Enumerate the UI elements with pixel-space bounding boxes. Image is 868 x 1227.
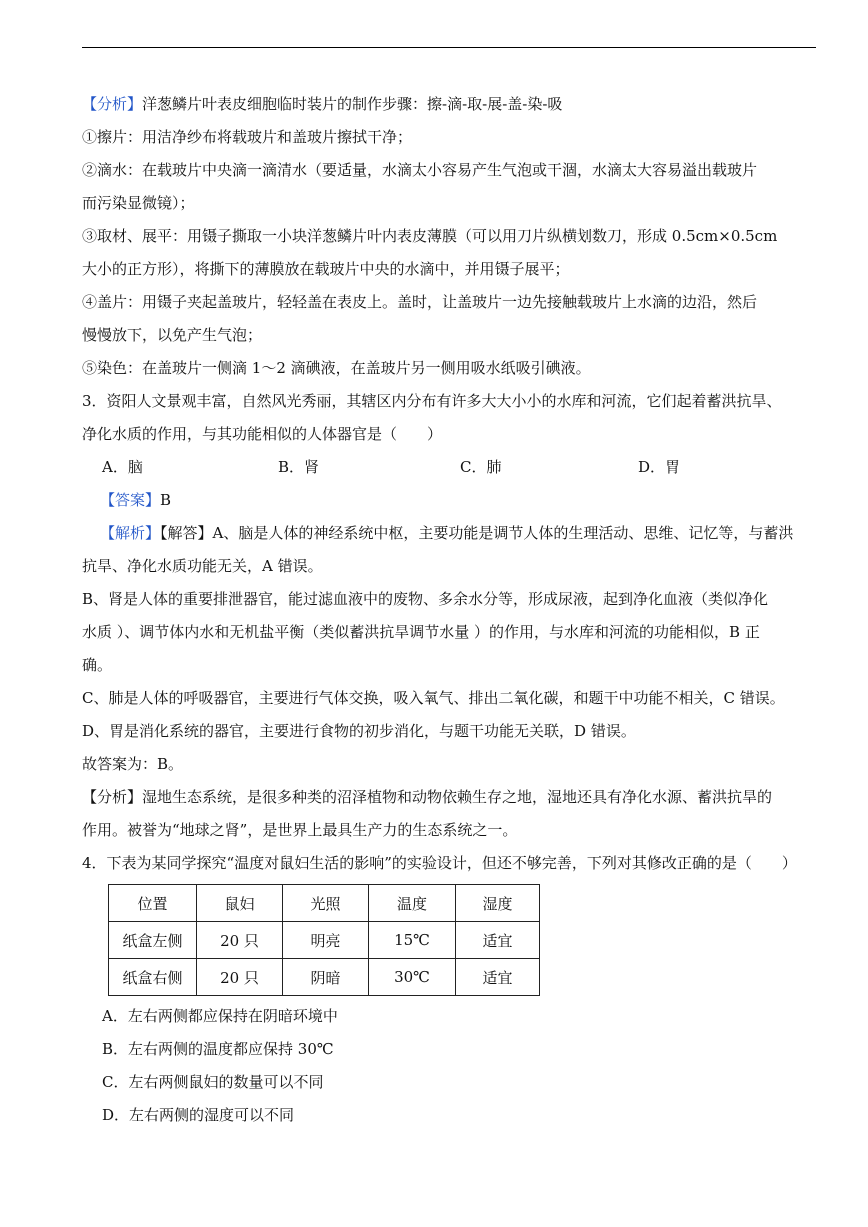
- step-line: 大小的正方形），将撕下的薄膜放在载玻片中央的水滴中，并用镊子展平；: [82, 260, 570, 278]
- question-3-stem-line: 净化水质的作用，与其功能相似的人体器官是（ ）: [82, 425, 443, 443]
- explanation-line: 水质 ）、调节体内水和无机盐平衡（类似蓄洪抗旱调节水量 ）的作用，与水库和河流的功能相似，B 正: [82, 623, 760, 641]
- table-cell: 20 只: [197, 959, 283, 996]
- step-line: ②滴水：在载玻片中央滴一滴清水（要适量，水滴太小容易产生气泡或干涸，水滴太大容易溢出载玻片: [82, 161, 758, 179]
- step-line: ④盖片：用镊子夹起盖玻片，轻轻盖在表皮上。盖时，让盖玻片一边先接触载玻片上水滴的边沿，然后: [82, 293, 758, 311]
- header-rule: [82, 47, 816, 48]
- table-header-cell: 鼠妇: [197, 885, 283, 922]
- step-line: 而污染显微镜）；: [82, 194, 195, 212]
- table-cell: 阴暗: [283, 959, 369, 996]
- experiment-table: [108, 884, 540, 996]
- step-line: ①擦片：用洁净纱布将载玻片和盖玻片擦拭干净；: [82, 128, 413, 146]
- explanation-text: A、脑是人体的神经系统中枢，主要功能是调节人体的生理活动、思维、记忆等，与蓄洪: [212, 524, 794, 542]
- question-4-option-c: C．左右两侧鼠妇的数量可以不同: [102, 1073, 324, 1091]
- final-answer-line: 故答案为：B。: [82, 755, 184, 773]
- question-3-options: [82, 451, 818, 484]
- question-3-stem-line: 3．资阳人文景观丰富，自然风光秀丽，其辖区内分布有许多大大小小的水库和河流，它们起着蓄洪抗旱、: [82, 392, 782, 410]
- table-cell: 纸盒左侧: [109, 922, 197, 959]
- question-3-analysis-line: [82, 781, 818, 814]
- table-row: [109, 959, 540, 996]
- question-4-option-b: B．左右两侧的温度都应保持 30℃: [102, 1040, 334, 1058]
- explanation-line: [82, 517, 818, 550]
- explanation-line: C、肺是人体的呼吸器官，主要进行气体交换，吸入氧气、排出二氧化碳，和题干中功能不相关，C 错误。: [82, 689, 785, 707]
- analysis-text: 洋葱鳞片叶表皮细胞临时装片的制作步骤：擦-滴-取-展-盖-染-吸: [142, 95, 563, 113]
- analysis-label: 【分析】: [82, 95, 143, 113]
- option-d: D．胃: [638, 458, 681, 476]
- document-body: [82, 88, 818, 1132]
- answer-line: [82, 484, 818, 517]
- question-4-option-d: D．左右两侧的湿度可以不同: [102, 1106, 295, 1124]
- option-b: B．肾: [278, 458, 320, 476]
- table-header-cell: 温度: [369, 885, 456, 922]
- explanation-line: D、胃是消化系统的器官，主要进行食物的初步消化，与题干功能无关联，D 错误。: [82, 722, 636, 740]
- table-cell: 15℃: [369, 922, 456, 959]
- question-3-analysis-line: 作用。被誉为“地球之肾”，是世界上最具生产力的生态系统之一。: [82, 821, 518, 839]
- analysis-label: 【分析】: [82, 788, 143, 806]
- table-header-cell: 位置: [109, 885, 197, 922]
- step-line: ⑤染色：在盖玻片一侧滴 1～2 滴碘液，在盖玻片另一侧用吸水纸吸引碘液。: [82, 359, 591, 377]
- table-header-cell: 光照: [283, 885, 369, 922]
- table-header-row: [109, 885, 540, 922]
- analysis-text: 湿地生态系统，是很多种类的沼泽植物和动物依赖生存之地，湿地还具有净化水源、蓄洪抗旱的: [142, 788, 773, 806]
- analysis-heading-line: [82, 88, 818, 121]
- table-header-cell: 湿度: [456, 885, 540, 922]
- explanation-line: B、肾是人体的重要排泄器官，能过滤血液中的废物、多余水分等，形成尿液，起到净化血液（类似净化: [82, 590, 769, 608]
- table-cell: 明亮: [283, 922, 369, 959]
- table-cell: 适宜: [456, 959, 540, 996]
- question-4-option-a: A．左右两侧都应保持在阴暗环境中: [102, 1007, 338, 1025]
- table-cell: 纸盒右侧: [109, 959, 197, 996]
- answer-value: B: [160, 491, 172, 509]
- table-row: [109, 922, 540, 959]
- table-cell: 30℃: [369, 959, 456, 996]
- solution-label: 【解答】: [160, 524, 213, 542]
- step-line: 慢慢放下，以免产生气泡；: [82, 326, 263, 344]
- explanation-label: 【解析】: [100, 524, 161, 542]
- step-line: ③取材、展平：用镊子撕取一小块洋葱鳞片叶内表皮薄膜（可以用刀片纵横划数刀，形成 0.5cm×0.5cm: [82, 227, 778, 245]
- answer-label: 【答案】: [100, 491, 161, 509]
- table-cell: 适宜: [456, 922, 540, 959]
- table-cell: 20 只: [197, 922, 283, 959]
- explanation-line: 确。: [82, 656, 113, 674]
- option-c: C．肺: [460, 458, 502, 476]
- question-4-stem: 4．下表为某同学探究“温度对鼠妇生活的影响”的实验设计，但还不够完善，下列对其修改正确的是（ ）: [82, 854, 797, 872]
- explanation-line: 抗旱、净化水质功能无关，A 错误。: [82, 557, 323, 575]
- option-a: A．脑: [102, 458, 143, 476]
